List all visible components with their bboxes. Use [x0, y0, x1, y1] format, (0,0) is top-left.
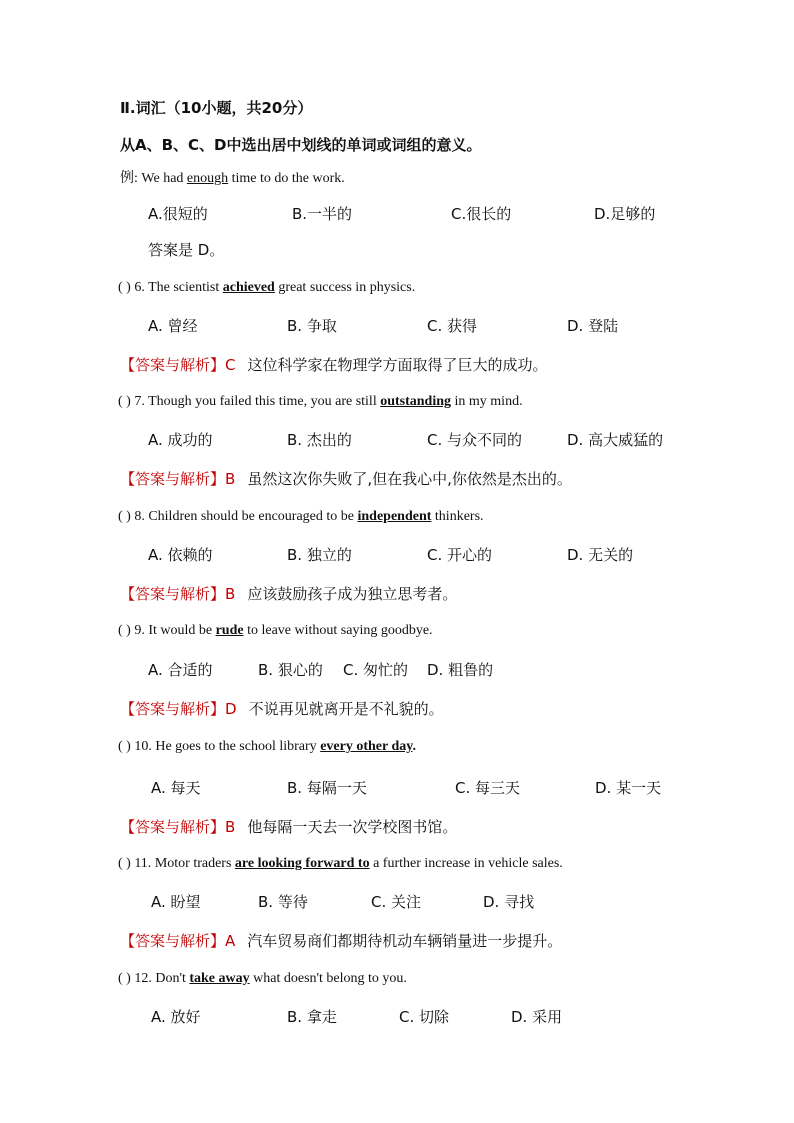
option-b: B. 争取	[287, 317, 337, 335]
question-text-after: to leave without saying goodbye.	[243, 623, 433, 638]
option-b: B. 独立的	[287, 546, 352, 564]
question-text-before: Motor traders	[151, 856, 235, 871]
answer-tag: 【答案与解析】	[120, 700, 226, 718]
answer-blank: ( )	[118, 856, 131, 871]
question-9	[118, 623, 433, 639]
option-d: D. 无关的	[567, 546, 634, 564]
answer-blank: ( )	[118, 623, 131, 638]
option-b: B. 每隔一天	[287, 779, 367, 797]
question-12	[118, 971, 407, 987]
answer-blank: ( )	[118, 280, 131, 295]
question-text-before: Though you failed this time, you are still	[144, 394, 381, 409]
question-target-word: outstanding	[380, 394, 452, 409]
question-number: 6.	[134, 280, 145, 295]
option-c: C. 匆忙的	[343, 661, 409, 679]
question-8	[118, 509, 484, 525]
option-c: C. 每三天	[455, 779, 521, 797]
answer-letter: B	[225, 585, 236, 603]
option-d: D. 登陆	[567, 317, 619, 335]
option-a: A. 曾经	[148, 317, 198, 335]
answer-tag: 【答案与解析】	[120, 470, 226, 488]
example-answer: 答案是 D。	[148, 241, 225, 259]
question-text-after: thinkers.	[431, 509, 484, 524]
answer-letter: B	[225, 818, 236, 836]
option-c: C. 关注	[371, 893, 422, 911]
option-b: B. 等待	[258, 893, 308, 911]
question-text-before: It would be	[144, 623, 216, 638]
question-7	[118, 394, 523, 410]
option-d: D. 高大威猛的	[567, 431, 664, 449]
option-d: D. 采用	[511, 1008, 563, 1026]
section-heading: Ⅱ.词汇（10小题，共20分）	[120, 99, 313, 117]
answer-blank: ( )	[118, 394, 131, 409]
question-target-word: rude	[215, 623, 244, 638]
option-a: A. 成功的	[148, 431, 213, 449]
answer-explanation: 虽然这次你失败了,但在我心中,你依然是杰出的。	[247, 470, 572, 488]
answer-blank: ( )	[118, 739, 131, 754]
question-9-answer	[120, 698, 444, 719]
example-sentence	[120, 167, 345, 187]
answer-blank: ( )	[118, 509, 131, 524]
question-text-before: The scientist	[144, 280, 223, 295]
question-text-before: He goes to the school library	[151, 739, 321, 754]
example-option-c: C.很长的	[451, 205, 512, 223]
answer-letter: A	[225, 932, 236, 950]
example-option-a: A.很短的	[148, 205, 208, 223]
question-number: 10.	[134, 739, 152, 754]
answer-tag: 【答案与解析】	[120, 818, 226, 836]
answer-letter: C	[225, 356, 236, 374]
example-prefix: 例: We had	[120, 171, 187, 186]
option-a: A. 依赖的	[148, 546, 213, 564]
question-text-after: great success in physics.	[274, 280, 416, 295]
question-6	[118, 280, 415, 296]
answer-explanation: 他每隔一天去一次学校图书馆。	[247, 818, 458, 836]
option-a: A. 合适的	[148, 661, 213, 679]
question-11	[118, 856, 563, 872]
answer-explanation: 不说再见就离开是不礼貌的。	[248, 700, 444, 718]
question-number: 12.	[134, 971, 152, 986]
example-suffix: time to do the work.	[228, 171, 345, 186]
question-11-answer	[120, 930, 562, 951]
question-text-before: Don't	[151, 971, 190, 986]
question-8-answer	[120, 583, 457, 604]
question-6-answer	[120, 354, 548, 375]
question-7-answer	[120, 468, 572, 489]
question-target-word: achieved	[222, 280, 275, 295]
question-text-after: .	[412, 739, 416, 754]
option-c: C. 与众不同的	[427, 431, 523, 449]
option-a: A. 放好	[151, 1008, 201, 1026]
answer-blank: ( )	[118, 971, 131, 986]
option-d: D. 寻找	[483, 893, 535, 911]
option-d: D. 粗鲁的	[427, 661, 494, 679]
answer-explanation: 这位科学家在物理学方面取得了巨大的成功。	[247, 356, 548, 374]
option-c: C. 切除	[399, 1008, 450, 1026]
question-number: 8.	[134, 509, 145, 524]
option-c: C. 开心的	[427, 546, 493, 564]
question-number: 11.	[134, 856, 152, 871]
answer-tag: 【答案与解析】	[120, 356, 226, 374]
answer-explanation: 应该鼓励孩子成为独立思考者。	[247, 585, 458, 603]
question-text-after: a further increase in vehicle sales.	[369, 856, 563, 871]
answer-letter: D	[225, 700, 237, 718]
question-10-answer	[120, 816, 457, 837]
answer-tag: 【答案与解析】	[120, 585, 226, 603]
section-instruction: 从A、B、C、D中选出居中划线的单词或词组的意义。	[120, 136, 482, 154]
question-target-word: every other day	[320, 739, 413, 754]
option-a: A. 每天	[151, 779, 201, 797]
option-b: B. 杰出的	[287, 431, 352, 449]
question-10	[118, 739, 416, 755]
question-text-after: what doesn't belong to you.	[249, 971, 407, 986]
option-d: D. 某一天	[595, 779, 662, 797]
question-target-word: independent	[357, 509, 432, 524]
question-number: 9.	[134, 623, 145, 638]
question-text-after: in my mind.	[451, 394, 523, 409]
question-target-word: take away	[189, 971, 250, 986]
answer-explanation: 汽车贸易商们都期待机动车辆销量进一步提升。	[247, 932, 563, 950]
question-target-word: are looking forward to	[234, 856, 370, 871]
option-b: B. 拿走	[287, 1008, 337, 1026]
question-number: 7.	[134, 394, 145, 409]
option-a: A. 盼望	[151, 893, 201, 911]
question-text-before: Children should be encouraged to be	[144, 509, 358, 524]
example-target-word: enough	[186, 171, 229, 186]
option-c: C. 获得	[427, 317, 478, 335]
example-option-b: B.一半的	[292, 205, 353, 223]
example-option-d: D.足够的	[594, 205, 656, 223]
option-b: B. 狠心的	[258, 661, 323, 679]
answer-letter: B	[225, 470, 236, 488]
answer-tag: 【答案与解析】	[120, 932, 226, 950]
